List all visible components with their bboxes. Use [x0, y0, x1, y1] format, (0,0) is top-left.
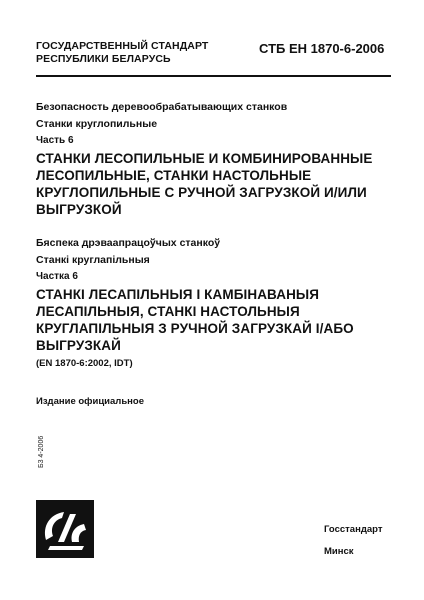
- org-line-2: РЕСПУБЛИКИ БЕЛАРУСЬ: [36, 53, 171, 65]
- ru-part: Часть 6: [36, 135, 74, 146]
- en-reference: (EN 1870-6:2002, IDT): [36, 358, 133, 369]
- ru-subject: Безопасность деревообрабатывающих станков: [36, 101, 288, 113]
- by-part: Частка 6: [36, 271, 78, 282]
- ru-title-line-2: ЛЕСОПИЛЬНЫЕ, СТАНКИ НАСТОЛЬНЫЕ: [36, 168, 312, 183]
- by-title-line-4: ВЫГРУЗКАЙ: [36, 338, 121, 353]
- stb-logo-icon: [36, 500, 94, 558]
- ru-machine-type: Станки круглопильные: [36, 118, 158, 130]
- header-rule: [36, 75, 391, 77]
- org-line-1: ГОСУДАРСТВЕННЫЙ СТАНДАРТ: [36, 40, 209, 52]
- by-subject: Бяспека дрэваапрацоўчых станкоў: [36, 237, 221, 249]
- vertical-code: Б3 4-2006: [38, 435, 45, 468]
- belarusian-title-section: [36, 236, 396, 354]
- edition-note: Издание официальное: [36, 396, 144, 407]
- by-title-line-3: КРУГЛАПІЛЬНЫЯ З РУЧНОЙ ЗАГРУЗКАЙ І/АБО: [36, 321, 354, 336]
- by-machine-type: Станкі круглапільныя: [36, 254, 150, 266]
- ru-title-line-3: КРУГЛОПИЛЬНЫЕ С РУЧНОЙ ЗАГРУЗКОЙ И/ИЛИ: [36, 185, 367, 200]
- publisher-city: Минск: [324, 546, 354, 557]
- by-title-line-2: ЛЕСАПІЛЬНЫЯ, СТАНКІ НАСТОЛЬНЫЯ: [36, 304, 300, 319]
- ru-title-line-1: СТАНКИ ЛЕСОПИЛЬНЫЕ И КОМБИНИРОВАННЫЕ: [36, 151, 373, 166]
- publisher-name: Госстандарт: [324, 524, 383, 535]
- by-title-line-1: СТАНКІ ЛЕСАПІЛЬНЫЯ І КАМБІНАВАНЫЯ: [36, 287, 320, 302]
- russian-title-section: [36, 100, 396, 218]
- ru-title-line-4: ВЫГРУЗКОЙ: [36, 202, 122, 217]
- standard-code: СТБ ЕН 1870-6-2006: [259, 41, 385, 56]
- header-organization: [36, 40, 208, 66]
